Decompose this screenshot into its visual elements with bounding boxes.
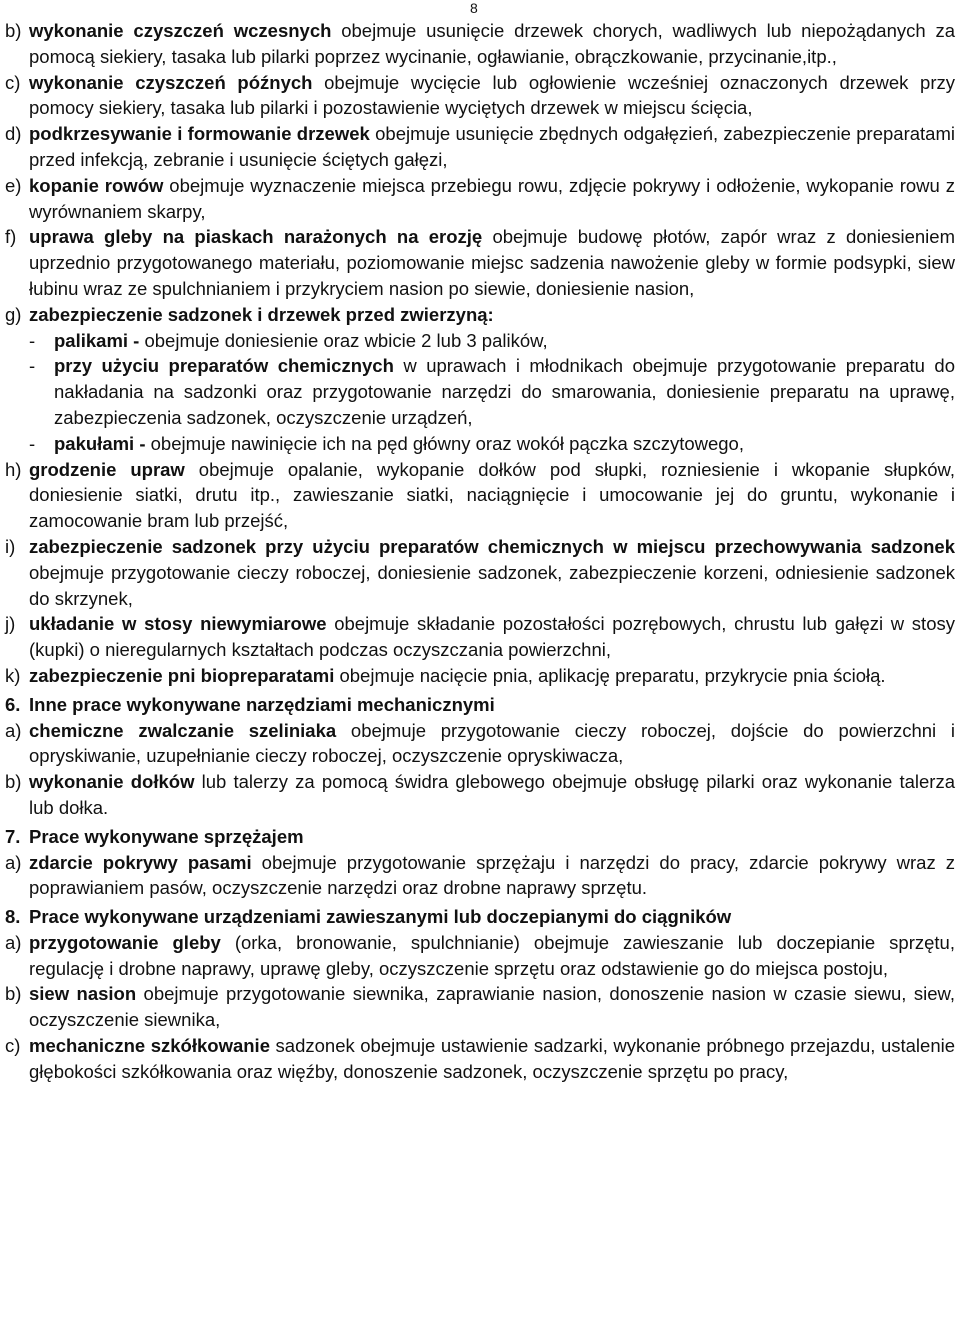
sub-item-dash: - <box>29 329 36 351</box>
item-label: a) <box>5 719 22 741</box>
section-number: 8. <box>5 906 21 928</box>
sub-item-dash: - <box>29 355 36 377</box>
item-label: i) <box>5 535 16 557</box>
list-item-d <box>5 121 955 173</box>
section-number: 7. <box>5 825 21 847</box>
list-item-8b <box>5 981 955 1033</box>
list-item-h <box>5 457 955 534</box>
item-text: obejmuje wycięcie lub ogłowienie wcześniej oznaczonych drzewek przy pomocy siekiery, tasaka lub pilarki i pozostawienie wyciętych drzewek w miejscu ścięcia, <box>29 71 955 119</box>
page-number: 8 <box>470 0 478 16</box>
item-text: obejmuje nacięcie pnia, aplikację preparatu, przykrycie pnia ściołą. <box>334 664 886 686</box>
document-body <box>5 18 955 1085</box>
item-label: a) <box>5 931 22 953</box>
sub-item-palikami <box>5 328 955 354</box>
item-label: f) <box>5 226 17 248</box>
section-heading-7 <box>5 824 955 850</box>
list-item-k <box>5 663 955 689</box>
list-item-e <box>5 173 955 225</box>
item-text: obejmuje przygotowanie sprzężaju i narzędzi do pracy, zdarcie pokrywy wraz z poprawianiem pasów, oczyszczenie narzędzi oraz drobne naprawy sprzętu. <box>29 851 955 899</box>
section-title: Inne prace wykonywane narzędziami mechanicznymi <box>29 693 495 715</box>
item-term: układanie w stosy niewymiarowe <box>29 613 327 635</box>
item-term: siew nasion <box>29 983 137 1005</box>
item-term: grodzenie upraw <box>29 458 185 480</box>
list-item-f <box>5 224 955 301</box>
item-term: kopanie rowów <box>29 174 164 196</box>
list-item-6b <box>5 769 955 821</box>
item-body <box>29 534 955 611</box>
list-item-g <box>5 302 955 328</box>
item-term: wykonanie czyszczeń późnych <box>29 71 313 93</box>
list-item-7a <box>5 850 955 902</box>
item-term: wykonanie czyszczeń wczesnych <box>29 20 332 41</box>
item-body <box>29 930 955 982</box>
item-body <box>29 457 955 534</box>
item-text: obejmuje wyznaczenie miejsca przebiegu rowu, zdjęcie pokrywy i odłożenie, wykopanie rowu z wyrównaniem skarpy, <box>29 174 955 222</box>
item-term: wykonanie dołków <box>29 771 195 793</box>
list-item-j <box>5 611 955 663</box>
item-text: obejmuje składanie pozostałości pozrębowych, chrustu lub gałęzi w stosy (kupki) o nieregularnych kształtach podczas oczyszczania powierzchni, <box>29 613 955 661</box>
item-term: podkrzesywanie i formowanie drzewek <box>29 123 370 145</box>
item-body <box>29 173 955 225</box>
item-body <box>29 224 955 301</box>
list-item-6a <box>5 718 955 770</box>
item-label: k) <box>5 664 21 686</box>
sub-item-pakulami <box>5 431 955 457</box>
item-term: zabezpieczenie pni biopreparatami <box>29 664 335 686</box>
section-title: Prace wykonywane sprzężajem <box>29 825 304 847</box>
item-text: obejmuje budowę płotów, zapór wraz z doniesieniem uprzednio przygotowanego materiału, poziomowanie miejsc sadzenia nawożenie gleby w formie podsypki, siew łubinu wraz ze spulchnianiem i przykryciem nasion po siewie, doniesienie nasion, <box>29 226 955 299</box>
item-text: obejmuje przygotowanie cieczy roboczej, dojście do powierzchni i opryskiwanie, uzupełnianie cieczy roboczej, oczyszczenie opryskiwacza, <box>29 719 955 767</box>
item-body <box>29 981 955 1033</box>
item-body <box>29 663 955 689</box>
item-text: obejmuje opalanie, wykopanie dołków pod słupki, rozniesienie i wkopanie słupków, doniesienie siatki, drutu itp., zawieszanie siatki, naciągnięcie i umocowanie jej do gruntu, wykonanie i zamocowanie bram lub przejść, <box>29 458 955 532</box>
sub-item-text: obejmuje nawinięcie ich na pęd główny oraz wokół pączka szczytowego, <box>145 432 744 454</box>
sub-item-text: w uprawach i młodnikach obejmuje przygotowanie preparatu do nakładania na sadzonki oraz przygotowanie narzędzi do smarowania, doniesienie preparatu na uprawę, zabezpieczenia sadzonek, oczyszczenie urządzeń, <box>54 355 955 428</box>
section-number: 6. <box>5 693 21 715</box>
item-body <box>29 121 955 173</box>
item-label: d) <box>5 123 22 145</box>
item-body <box>29 1033 955 1085</box>
item-label: b) <box>5 20 22 41</box>
item-label: a) <box>5 851 22 873</box>
item-label: g) <box>5 303 22 325</box>
item-body <box>29 769 955 821</box>
sub-item-body <box>54 353 955 430</box>
list-item-b <box>5 18 955 70</box>
sub-item-body <box>54 328 955 354</box>
item-text: obejmuje przygotowanie siewnika, zaprawianie nasion, donoszenie nasion w czasie siewu, siew, oczyszczenie siewnika, <box>29 983 955 1031</box>
sub-item-preparaty <box>5 353 955 430</box>
list-item-8a <box>5 930 955 982</box>
item-label: e) <box>5 174 22 196</box>
item-label: h) <box>5 458 22 480</box>
item-label: b) <box>5 771 22 793</box>
section-heading-6 <box>5 692 955 718</box>
sub-item-body <box>54 431 955 457</box>
sub-item-term: palikami - <box>54 329 140 351</box>
item-label: j) <box>5 613 16 635</box>
item-body <box>29 850 955 902</box>
list-item-8c <box>5 1033 955 1085</box>
item-label: c) <box>5 71 21 93</box>
item-text: obejmuje usunięcie zbędnych odgałęzień, zabezpieczenie preparatami przed infekcją, zebranie i usunięcie ściętych gałęzi, <box>29 123 955 170</box>
item-text: lub talerzy za pomocą świdra glebowego obejmuje obsługę pilarki oraz wykonanie talerza lub dołka. <box>29 771 955 818</box>
item-term: zdarcie pokrywy pasami <box>29 851 252 873</box>
item-label: b) <box>5 983 22 1005</box>
sub-item-term: pakułami - <box>54 432 146 454</box>
item-term: mechaniczne szkółkowanie <box>29 1035 270 1057</box>
sub-item-term: przy użyciu preparatów chemicznych <box>54 355 394 377</box>
item-body <box>29 611 955 663</box>
item-term: chemiczne zwalczanie szeliniaka <box>29 719 337 741</box>
sub-item-text: obejmuje doniesienie oraz wbicie 2 lub 3 palików, <box>139 329 548 351</box>
item-label: c) <box>5 1035 21 1057</box>
item-text: obejmuje przygotowanie cieczy roboczej, doniesienie sadzonek, zabezpieczenie korzeni, odniesienie sadzonek do skrzynek, <box>29 561 955 609</box>
item-body <box>29 302 955 328</box>
section-title: Prace wykonywane urządzeniami zawieszanymi lub doczepianymi do ciągników <box>29 906 732 928</box>
list-item-i <box>5 534 955 611</box>
item-text: (orka, bronowanie, spulchnianie) obejmuje zawieszanie lub doczepianie sprzętu, regulację i drobne naprawy, uprawę gleby, oczyszczenie sprzętu oraz odstawienie go do miejsca postoju, <box>29 931 955 979</box>
section-heading-8 <box>5 904 955 930</box>
item-term: przygotowanie gleby <box>29 931 221 953</box>
sub-item-dash: - <box>29 432 36 454</box>
list-item-c <box>5 70 955 122</box>
item-body <box>29 70 955 122</box>
item-term: zabezpieczenie sadzonek i drzewek przed zwierzyną: <box>29 303 494 325</box>
item-text: obejmuje usunięcie drzewek chorych, wadliwych lub niepożądanych za pomocą siekiery, tasaka lub pilarki poprzez wycinanie, ogławianie, obrączkowanie, przycinanie,itp., <box>29 20 955 67</box>
item-term: zabezpieczenie sadzonek przy użyciu preparatów chemicznych w miejscu przechowywania sadzonek <box>29 535 955 557</box>
item-body <box>29 718 955 770</box>
item-body <box>29 18 955 70</box>
item-term: uprawa gleby na piaskach narażonych na erozję <box>29 226 483 248</box>
item-text: sadzonek obejmuje ustawienie sadzarki, wykonanie próbnego przejazdu, ustalenie głębokości szkółkowania oraz więźby, donoszenie sadzonek, oczyszczenie sprzętu po pracy, <box>29 1035 956 1082</box>
